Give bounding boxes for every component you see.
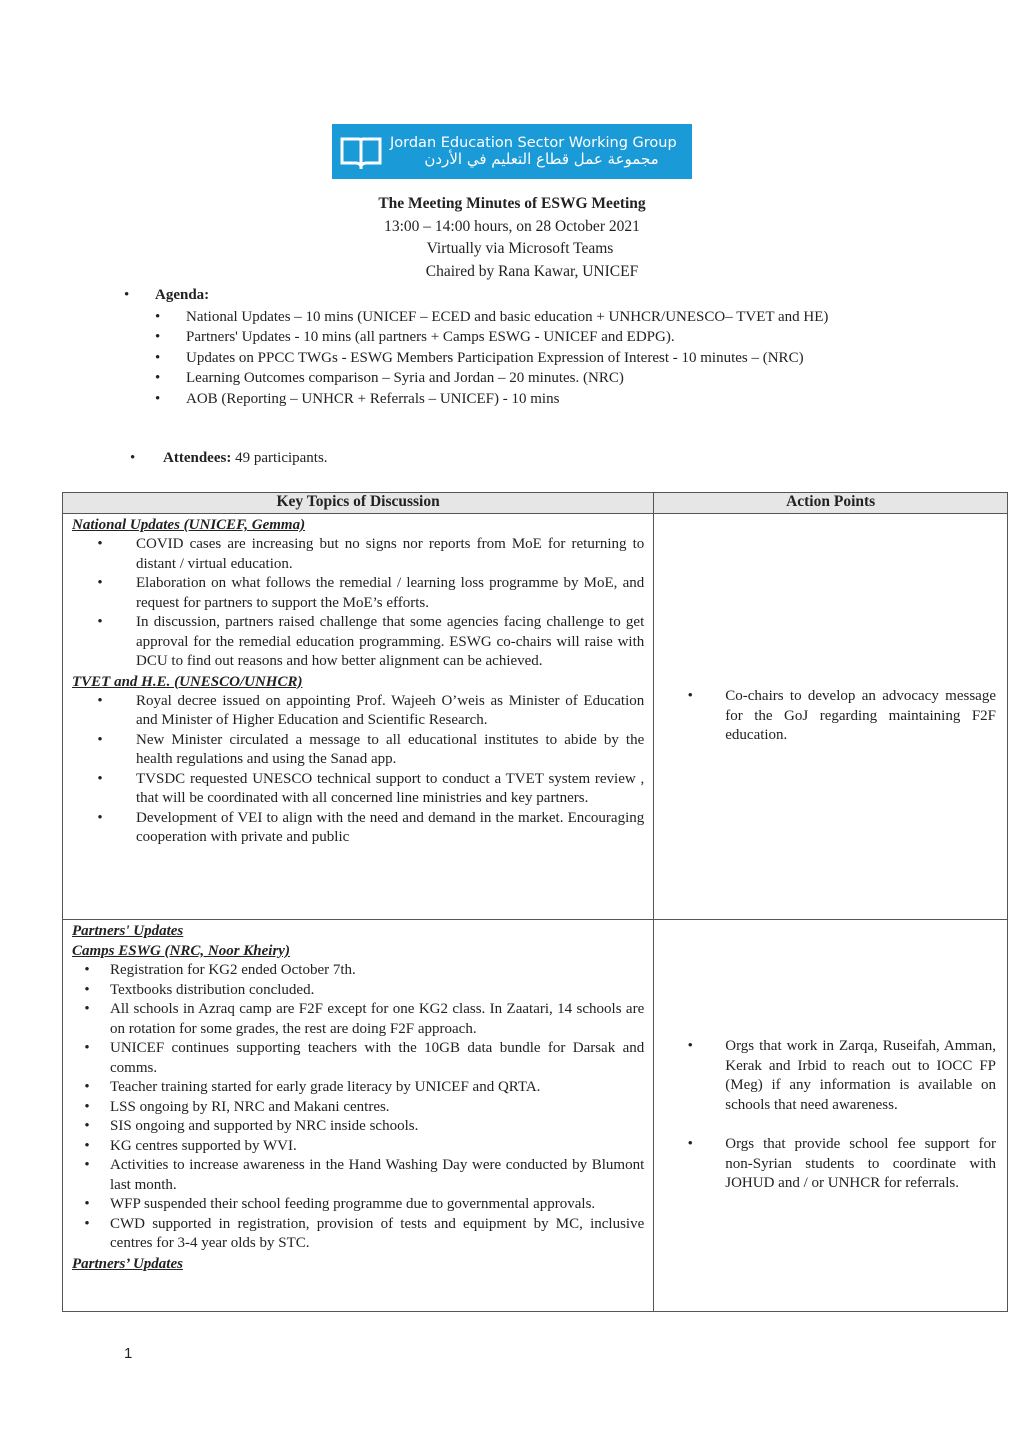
- topics-cell: [63, 920, 654, 1312]
- meeting-chair: Chaired by Rana Kawar, UNICEF: [425, 262, 639, 280]
- list-item: • Activities to increase awareness in the Hand Washing Day were conducted by Blumont last month.: [84, 1157, 645, 1193]
- list-item: • Registration for KG2 ended October 7th.: [84, 962, 356, 978]
- list-item: • Royal decree issued on appointing Prof. Wajeeh O’weis as Minister of Education and Minister of Higher Education and Scientific Research.: [97, 692, 645, 728]
- meeting-venue: Virtually via Microsoft Teams: [426, 240, 614, 257]
- column-header-topics: Key Topics of Discussion: [63, 493, 654, 514]
- topic-list: [64, 961, 652, 1254]
- list-item: • All schools in Azraq camp are F2F except for one KG2 class. In Zaatari, 14 schools are on rotation for some grades, the rest are doing F2F approach.: [84, 1001, 645, 1037]
- attendees: • Attendees: 49 participants.: [130, 450, 328, 466]
- action-list: [655, 687, 1006, 746]
- eswg-banner: [332, 124, 692, 179]
- agenda-item: • Learning Outcomes comparison – Syria and Jordan – 20 minutes. (NRC): [155, 370, 624, 386]
- section-title: Partners’ Updates: [72, 1255, 183, 1272]
- meeting-time: 13:00 – 14:00 hours, on 28 October 2021: [384, 217, 640, 235]
- meeting-title: The Meeting Minutes of ESWG Meeting: [378, 195, 646, 212]
- banner-title-en: Jordan Education Sector Working Group: [390, 134, 677, 151]
- actions-cell: [654, 514, 1008, 920]
- meeting-header: [0, 193, 1024, 283]
- list-item: • Elaboration on what follows the remedial / learning loss programme by MoE, and request for partners to support the MoE’s efforts.: [97, 575, 645, 611]
- list-item: • SIS ongoing and supported by NRC inside schools.: [84, 1118, 419, 1134]
- list-item: • Development of VEI to align with the need and demand in the market. Encouraging cooperation with private and public: [97, 809, 645, 845]
- action-list: [655, 1037, 1006, 1194]
- agenda-label: Agenda:: [155, 287, 210, 303]
- list-item: • Textbooks distribution concluded.: [84, 981, 315, 998]
- action-item: • Orgs that work in Zarqa, Ruseifah, Amman, Kerak and Irbid to reach out to IOCC FP (Meg) if any information is available on schools that need awareness.: [687, 1038, 996, 1113]
- agenda-item: • AOB (Reporting – UNHCR + Referrals – UNICEF) - 10 mins: [155, 390, 560, 407]
- page-number: 1: [124, 1345, 133, 1362]
- section-title: Partners' Updates: [72, 923, 184, 939]
- agenda-list: [124, 307, 914, 410]
- topic-list: [64, 692, 652, 848]
- agenda-item: • National Updates – 10 mins (UNICEF – ECED and basic education + UNHCR/UNESCO– TVET and HE): [155, 308, 829, 325]
- section-title: National Updates (UNICEF, Gemma): [72, 517, 306, 533]
- action-item: • Orgs that provide school fee support for non-Syrian students to coordinate with JOHUD and / or UNHCR for referrals.: [687, 1136, 996, 1192]
- actions-cell: [654, 920, 1008, 1312]
- agenda-item: • Updates on PPCC TWGs - ESWG Members Participation Expression of Interest - 10 minutes – (NRC): [155, 349, 804, 366]
- open-book-icon: [332, 124, 390, 179]
- attendees-label: Attendees:: [163, 450, 232, 466]
- attendees-value: 49 participants.: [235, 450, 328, 466]
- list-item: • Teacher training started for early grade literacy by UNICEF and QRTA.: [84, 1079, 541, 1095]
- action-item: • Co-chairs to develop an advocacy message for the GoJ regarding maintaining F2F education.: [687, 688, 996, 744]
- list-item: • LSS ongoing by RI, NRC and Makani centres.: [84, 1098, 390, 1115]
- banner-title-ar: مجموعة عمل قطاع التعليم في الأردن: [424, 150, 659, 169]
- column-header-actions: Action Points: [654, 493, 1008, 514]
- section-title: Camps ESWG (NRC, Noor Kheiry): [72, 943, 290, 959]
- section-title: TVET and H.E. (UNESCO/UNHCR): [72, 673, 303, 690]
- list-item: • UNICEF continues supporting teachers with the 10GB data bundle for Darsak and comms.: [84, 1040, 645, 1076]
- list-item: • TVSDC requested UNESCO technical support to conduct a TVET system review , that will be coordinated with all concerned line ministries and key partners.: [97, 770, 645, 806]
- minutes-table: [62, 492, 1008, 1312]
- list-item: • COVID cases are increasing but no signs nor reports from MoE for returning to distant / virtual education.: [97, 536, 645, 572]
- list-item: • New Minister circulated a message to all educational institutes to abide by the health regulations and using the Sanad app.: [97, 731, 645, 767]
- agenda-item: • Partners' Updates - 10 mins (all partners + Camps ESWG - UNICEF and EDPG).: [155, 329, 675, 345]
- topics-cell: [63, 514, 654, 920]
- list-item: • KG centres supported by WVI.: [84, 1137, 297, 1154]
- list-item: • CWD supported in registration, provision of tests and equipment by MC, inclusive centres for 3-4 year olds by STC.: [84, 1215, 645, 1251]
- agenda: • Agenda: • National Updates – 10 mins (UNICEF – ECED and basic education + UNHCR/UNESCO– TVET and HE) • Partners' Updates - 10 mins (all partners + Camps ESWG - UNICEF and EDPG). • Updates on PPCC TWGs - ESWG Members Participation Expression of Interest - 10 minutes – (NRC) • Learning Outcomes comparison – Syria and Jordan – 20 minutes. (NRC) • AOB (Reporting – UNHCR + Referrals – UNICEF) - 10 mins: [124, 285, 914, 409]
- list-item: • In discussion, partners raised challenge that some agencies facing challenge to get approval for the remedial education programming. ESWG co-chairs will raise with DCU to find out reasons and how better alignment can be achieved.: [97, 614, 645, 669]
- list-item: • WFP suspended their school feeding programme due to governmental approvals.: [84, 1196, 596, 1212]
- topic-list: [64, 535, 652, 672]
